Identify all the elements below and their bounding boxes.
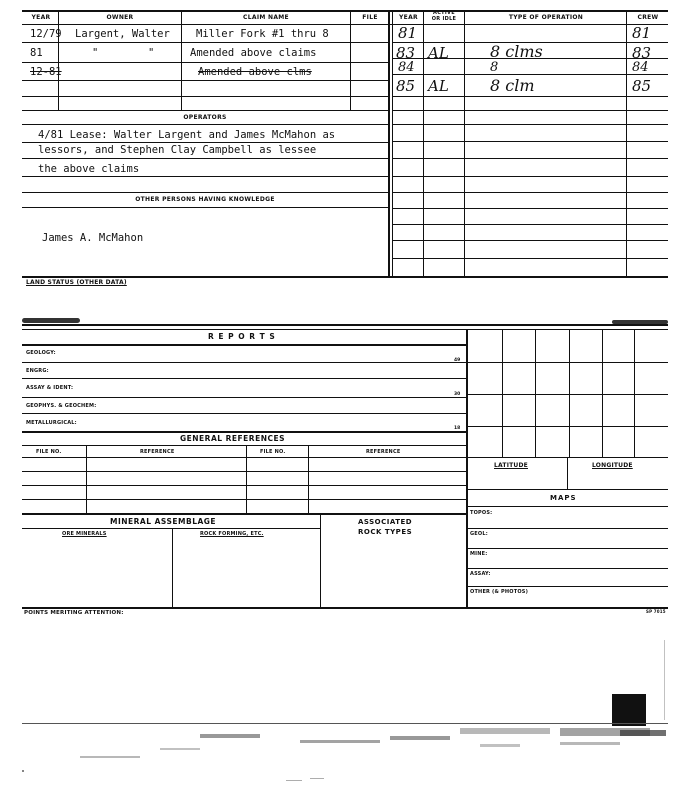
op-row-4-type: 8 clm <box>490 76 535 95</box>
op-row-4-year: 85 <box>396 77 416 95</box>
maps-assay: ASSAY: <box>470 571 491 577</box>
claim-row-1-year: 12/79 <box>30 28 62 40</box>
report-assay-num: 30 <box>454 392 461 397</box>
operators-line-1: 4/81 Lease: Walter Largent and James McMahon as <box>38 129 336 141</box>
gr-reference-1: REFERENCE <box>140 449 175 455</box>
op-row-2-year: 83 <box>396 44 416 62</box>
op-row-2-crew: 83 <box>632 44 652 62</box>
mineral-assemblage-heading: MINERAL ASSEMBLAGE <box>110 517 217 526</box>
gr-file-no-1: FILE NO. <box>36 449 62 455</box>
op-row-3-crew: 84 <box>632 60 649 75</box>
reports-heading: R E P O R T S <box>208 332 276 341</box>
op-row-2-active: AL <box>428 44 449 62</box>
gr-reference-2: REFERENCE <box>366 449 401 455</box>
claim-row-3-claim: Amended above clms <box>198 66 312 78</box>
black-square <box>612 694 646 726</box>
latitude-label: LATITUDE <box>494 462 528 469</box>
report-assay: ASSAY & IDENT: <box>26 385 74 391</box>
form-number: SP 7015 <box>646 609 666 614</box>
op-row-1-crew: 81 <box>632 24 652 42</box>
op-row-4-active: AL <box>428 77 449 95</box>
report-geophys: GEOPHYS. & GEOCHEM: <box>26 403 97 409</box>
header-file: FILE <box>362 14 378 21</box>
land-status-label: LAND STATUS (OTHER DATA) <box>26 279 127 286</box>
report-metallurgical-num: 18 <box>454 426 461 431</box>
maps-other: OTHER (& PHOTOS) <box>470 589 529 595</box>
report-geology-num: 49 <box>454 358 461 363</box>
operators-line-2: lessors, and Stephen Clay Campbell as lessee <box>38 144 317 156</box>
op-row-3-type: 8 <box>490 60 499 75</box>
header-year-2: YEAR <box>399 14 418 21</box>
rock-types-label: ROCK TYPES <box>358 528 413 536</box>
header-or-idle: OR IDLE <box>431 16 457 22</box>
report-metallurgical: METALLURGICAL: <box>26 420 77 426</box>
claim-row-1-owner: Largent, Walter <box>75 28 170 40</box>
operators-line-3: the above claims <box>38 163 140 175</box>
associated-label: ASSOCIATED <box>358 518 413 526</box>
op-row-4-crew: 85 <box>632 77 652 95</box>
ore-minerals-label: ORE MINERALS <box>62 531 107 537</box>
maps-geol: GEOL: <box>470 531 488 537</box>
maps-heading: MAPS <box>550 494 577 502</box>
operators-heading: OPERATORS <box>183 114 227 121</box>
claim-row-2-year: 81 <box>30 47 43 59</box>
claim-row-2-ditto-1: " <box>92 47 99 59</box>
header-type-of-operation: TYPE OF OPERATION <box>508 14 584 21</box>
header-active-or-idle <box>424 10 464 22</box>
points-meriting-attention-label: POINTS MERITING ATTENTION: <box>24 610 124 616</box>
other-persons-heading: OTHER PERSONS HAVING KNOWLEDGE <box>135 196 275 203</box>
gr-file-no-2: FILE NO. <box>260 449 286 455</box>
report-engrg: ENGRG: <box>26 368 49 374</box>
maps-topos: TOPOS: <box>470 510 493 516</box>
claim-row-1-claim: Miller Fork #1 thru 8 <box>196 28 329 40</box>
report-geology: GEOLOGY: <box>26 350 56 356</box>
claim-row-2-ditto-2: " <box>148 47 155 59</box>
op-row-3-year: 84 <box>398 60 415 75</box>
claim-row-3-year: 12-81 <box>30 66 62 78</box>
other-persons-name: James A. McMahon <box>42 232 144 244</box>
header-claim-name: CLAIM NAME <box>243 14 289 21</box>
maps-mine: MINE: <box>470 551 488 557</box>
general-references-heading: GENERAL REFERENCES <box>180 434 285 443</box>
header-year: YEAR <box>31 14 51 21</box>
rock-forming-label: ROCK FORMING, ETC. <box>200 531 264 537</box>
op-row-2-type: 8 clms <box>490 42 543 61</box>
claim-row-2-claim: Amended above claims <box>190 47 317 59</box>
op-row-1-year: 81 <box>398 24 418 42</box>
longitude-label: LONGITUDE <box>592 462 633 469</box>
header-crew: CREW <box>637 14 659 21</box>
header-active: ACTIVE <box>433 10 455 16</box>
header-owner: OWNER <box>106 14 134 21</box>
